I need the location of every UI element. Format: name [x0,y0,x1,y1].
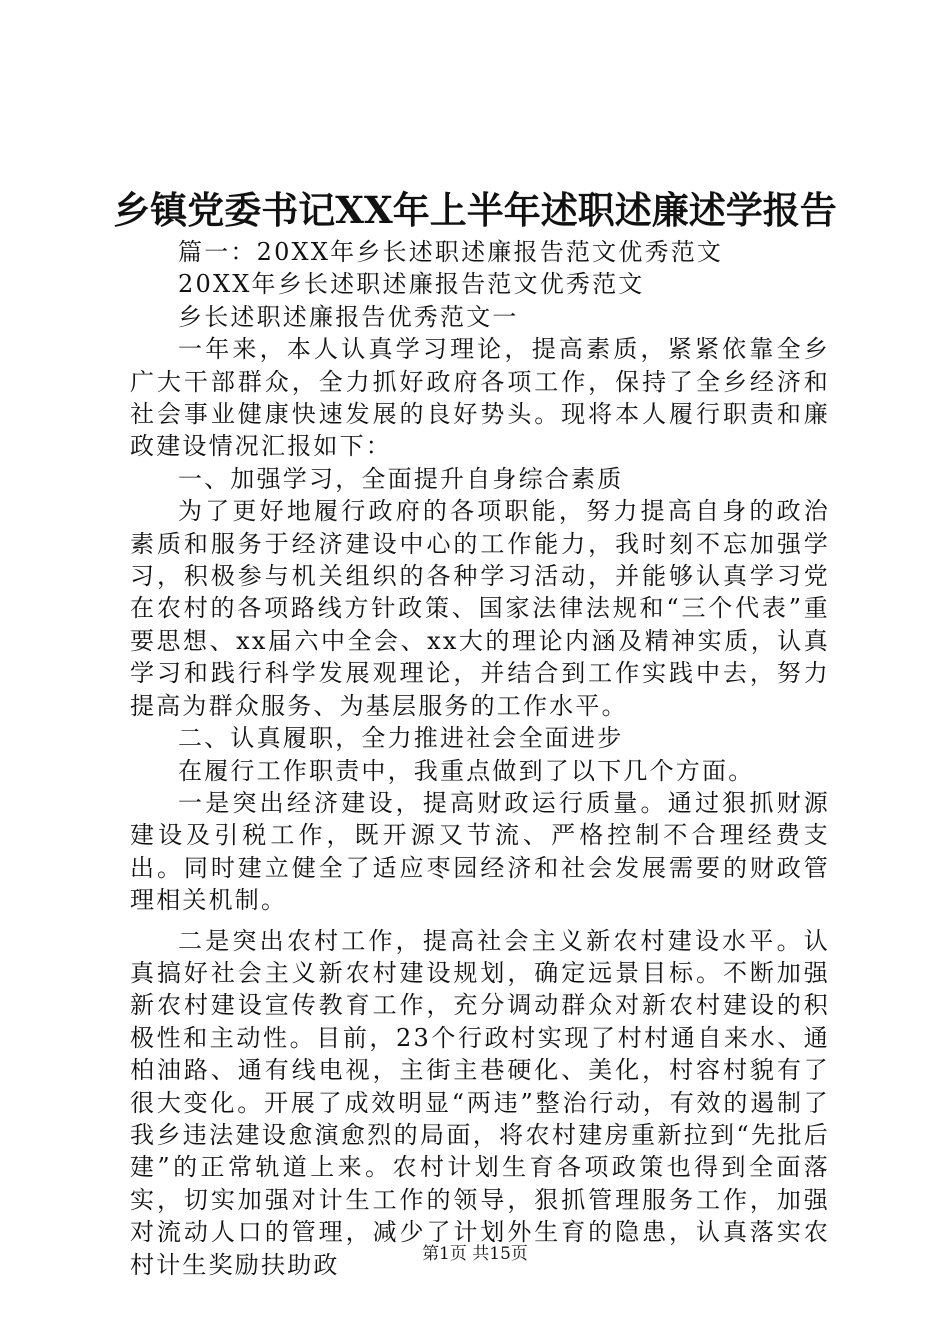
paragraph-intro: 一年来，本人认真学习理论，提高素质，紧紧依靠全乡广大干部群众，全力抓好政府各项工作，保持了全乡经济和社会事业健康快速发展的良好势头。现将本人履行职责和廉政建设情况汇报如下： [130,335,830,461]
page-footer: 第1页 共15页 [422,1244,528,1264]
paragraph-rural: 二是突出农村工作，提高社会主义新农村建设水平。认真搞好社会主义新农村建设规划，确定远景目标。不断加强新农村建设宣传教育工作，充分调动群众对新农村建设的积极性和主动性。目前，23个行政村实现了村村通自来水、通柏油路、通有线电视，主街主巷硬化、美化，村容村貌有了很大变化。开展了成效明显“两违”整治行动，有效的遏制了我乡违法建设愈演愈烈的局面，将农村建房重新拉到“先批后建”的正常轨道上来。农村计划生育各项政策也得到全面落实，切实加强对计生工作的领导，狠抓管理服务工作，加强对流动人口的管理，减少了计划外生育的隐患，认真落实农村计生奖励扶助政 [130,926,830,1279]
section-heading-2: 二、认真履职，全力推进社会全面进步 [178,724,624,753]
paragraph-duties: 在履行工作职责中，我重点做到了以下几个方面。 [178,756,755,785]
document-title: 乡镇党委书记XX年上半年述职述廉述学报告 [113,188,837,232]
paragraph-heading-1: 篇一：20XX年乡长述职述廉报告范文优秀范文 [178,238,724,266]
paragraph-study: 为了更好地履行政府的各项职能，努力提高自身的政治素质和服务于经济建设中心的工作能力，我时刻不忘加强学习，积极参与机关组织的各种学习活动，并能够认真学习党在农村的各项路线方针政策、国家法律法规和“三个代表”重要思想、xx届六中全会、xx大的理论内涵及精神实质，认真学习和践行科学发展观理论，并结合到工作实践中去，努力提高为群众服务、为基层服务的工作水平。 [130,497,830,720]
paragraph-heading-2: 20XX年乡长述职述廉报告范文优秀范文 [178,270,645,299]
paragraph-heading-3: 乡长述职述廉报告优秀范文一 [178,302,519,331]
document-body [130,236,830,1281]
paragraph-economy: 一是突出经济建设，提高财政运行质量。通过狠抓财源建设及引税工作，既开源又节流、严格控制不合理经费支出。同时建立健全了适应枣园经济和社会发展需要的财政管理相关机制。 [130,788,830,915]
section-heading-1: 一、加强学习，全面提升自身综合素质 [178,464,624,493]
